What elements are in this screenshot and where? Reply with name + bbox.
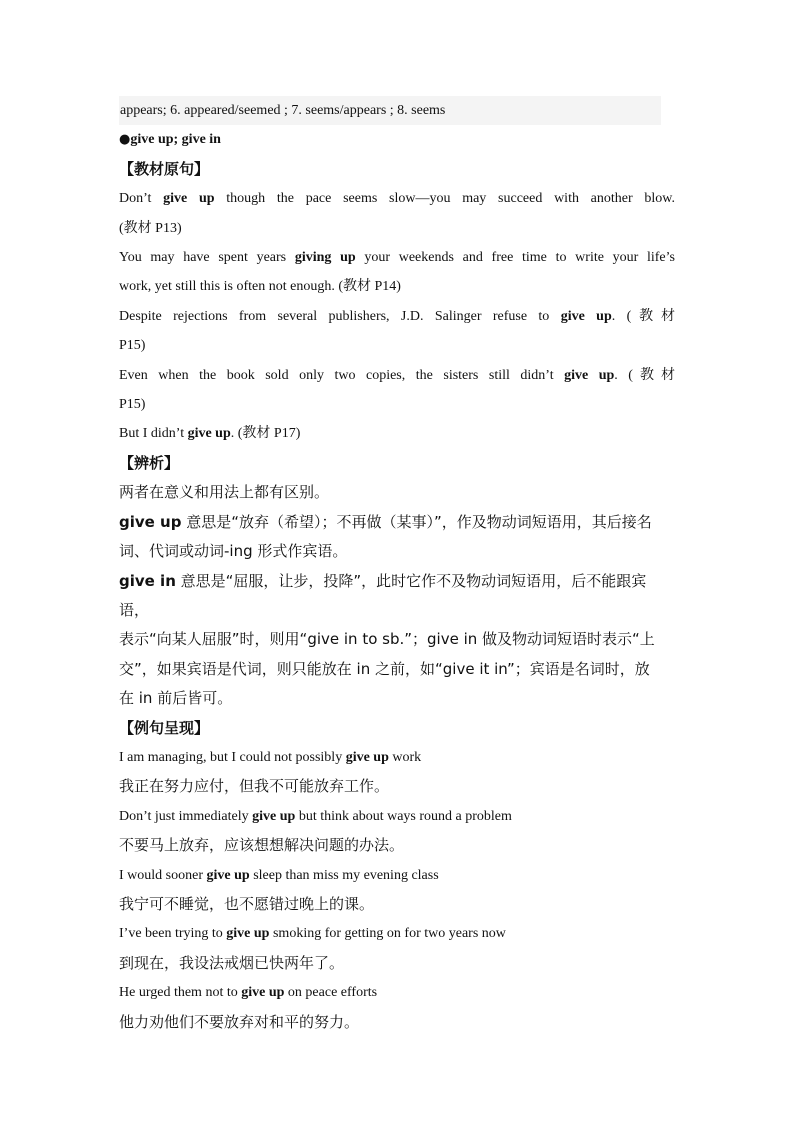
keyword: give up <box>564 367 615 383</box>
keyword: give up <box>187 426 231 442</box>
example-en: I am managing, but I could not possibly give up work <box>119 749 422 765</box>
analysis-give-in-cont: 交”，如果宾语是代词，则只能放在 in 之前，如“give it in”；宾语是名词时，放 <box>119 659 650 678</box>
keyword: give up <box>560 308 612 324</box>
textbook-source: work, yet still this is often not enough. (教材 P14) <box>119 279 401 295</box>
analysis-give-in-cont: 表示“向某人屈服”时，则用“give in to sb.”；give in 做及物动词短语时表示“上 <box>119 630 655 649</box>
keyword: give in <box>119 571 176 590</box>
example-cn: 不要马上放弃，应该想想解决问题的办法。 <box>119 836 405 855</box>
topic-heading-text: give up; give in <box>130 132 221 148</box>
textbook-source: P15) <box>119 338 146 354</box>
keyword: give up <box>163 191 215 207</box>
analysis-intro: 两者在意义和用法上都有区别。 <box>119 483 330 502</box>
keyword: give up <box>241 985 285 1001</box>
analysis-give-up: give up 意思是“放弃（希望）；不再做（某事）”，作及物动词短语用，其后接名 <box>119 512 652 531</box>
section-examples-heading: 【例句呈现】 <box>119 718 210 737</box>
keyword: give up <box>226 926 270 942</box>
textbook-sentence: You may have spent years giving up your weekends and free time to write your life’s <box>119 250 675 266</box>
textbook-sentence: Even when the book sold only two copies, the sisters still didn’t give up. (教材 <box>119 367 675 383</box>
textbook-sentence: Despite rejections from several publishers, J.D. Salinger refuse to give up. (教材 <box>119 308 675 324</box>
example-en: I would sooner give up sleep than miss my evening class <box>119 867 439 883</box>
keyword: give up <box>206 867 250 883</box>
document-page <box>119 96 675 1037</box>
textbook-source: (教材 P13) <box>119 220 182 236</box>
example-cn: 到现在，我设法戒烟已快两年了。 <box>119 953 345 972</box>
textbook-source: P15) <box>119 397 146 413</box>
previous-answers-line: appears; 6. appeared/seemed ; 7. seems/appears ; 8. seems <box>119 96 661 125</box>
example-cn: 我正在努力应付，但我不可能放弃工作。 <box>119 777 390 796</box>
topic-heading <box>119 125 675 154</box>
keyword: give up <box>345 749 389 765</box>
keyword: give up <box>119 512 182 531</box>
textbook-sentence: Don’t give up though the pace seems slow—you may succeed with another blow. <box>119 191 675 207</box>
analysis-give-up-cont: 词、代词或动词-ing 形式作宾语。 <box>119 542 348 561</box>
example-en: Don’t just immediately give up but think about ways round a problem <box>119 808 512 824</box>
example-cn: 我宁可不睡觉，也不愿错过晚上的课。 <box>119 894 375 913</box>
analysis-give-in: give in 意思是“屈服，让步，投降”，此时它作不及物动词短语用，后不能跟宾语， <box>119 571 647 619</box>
analysis-give-in-cont: 在 in 前后皆可。 <box>119 689 233 708</box>
bullet-icon: ● <box>119 132 131 148</box>
example-cn: 他力劝他们不要放弃对和平的努力。 <box>119 1012 360 1031</box>
section-analysis-heading: 【辨析】 <box>119 453 180 472</box>
example-en: He urged them not to give up on peace efforts <box>119 985 378 1001</box>
section-textbook-heading: 【教材原句】 <box>119 159 210 178</box>
example-en: I’ve been trying to give up smoking for getting on for two years now <box>119 926 506 942</box>
keyword: give up <box>252 808 296 824</box>
textbook-sentence: But I didn’t give up. (教材 P17) <box>119 426 301 442</box>
keyword: giving up <box>294 250 356 266</box>
